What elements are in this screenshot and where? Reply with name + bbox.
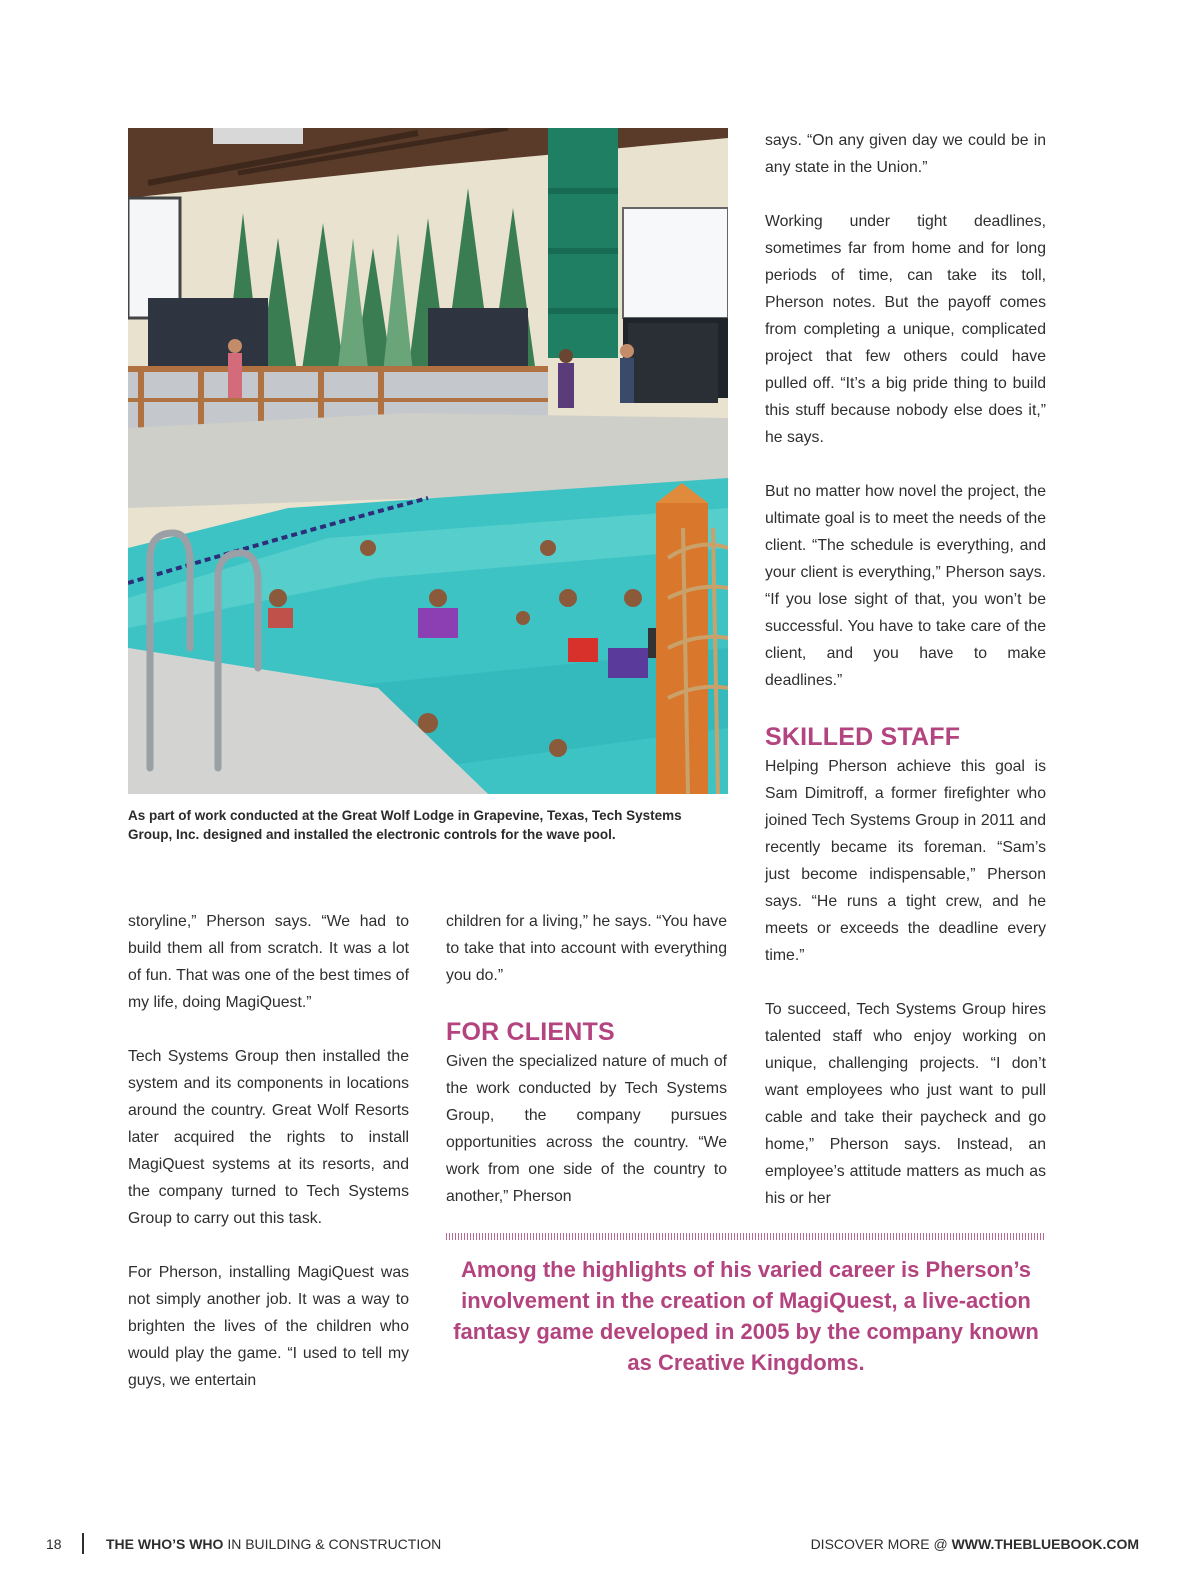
pull-quote: Among the highlights of his varied career is Pherson’s involvement in the creation of MagiQuest, a live-action fantasy game developed in 2005 by the company known as Creative Kingdoms. bbox=[453, 1257, 1039, 1375]
paragraph: To succeed, Tech Systems Group hires talented staff who enjoy working on unique, challenging projects. “I don’t want employees who just want to pull cable and take their paycheck and go home,” Pherson says. Instead, an employee’s attitude matters as much as his or her bbox=[765, 1001, 1046, 1207]
paragraph: Tech Systems Group then installed the system and its components in locations around the country. Great Wolf Resorts later acquired the rights to install MagiQuest systems at its resorts, and the company turned to Tech Systems Group to carry out this task. bbox=[128, 1048, 409, 1227]
discover-prefix: DISCOVER MORE @ bbox=[810, 1536, 952, 1552]
paragraph: says. “On any given day we could be in any state in the Union.” bbox=[765, 132, 1046, 176]
photo-caption: As part of work conducted at the Great Wolf Lodge in Grapevine, Texas, Tech Systems Group, Inc. designed and installed the electronic controls for the wave pool. bbox=[128, 808, 682, 842]
paragraph: Working under tight deadlines, sometimes far from home and for long periods of time, can take its toll, Pherson notes. But the payoff comes from completing a unique, complicated project that few others could have pulled off. “It’s a big pride thing to build this stuff because nobody else does it,” he says. bbox=[765, 213, 1046, 446]
discover-more-link[interactable] bbox=[811, 1536, 1139, 1552]
page-footer bbox=[0, 1530, 1200, 1560]
paragraph: Given the specialized nature of much of the work conducted by Tech Systems Group, the company pursues opportunities across the country. “We work from one side of the country to another,” Pherson bbox=[446, 1053, 727, 1205]
paragraph: storyline,” Pherson says. “We had to build them all from scratch. It was a lot of fun. That was one of the best times of my life, doing MagiQuest.” bbox=[128, 913, 409, 1011]
page-number: 18 bbox=[46, 1536, 62, 1552]
section-heading-skilled-staff: SKILLED STAFF bbox=[765, 723, 961, 751]
footer-divider bbox=[82, 1533, 84, 1554]
paragraph: But no matter how novel the project, the ultimate goal is to meet the needs of the client. “The schedule is everything, and your client is everything,” Pherson says. “If you lose sight of that, you won’t be successful. You have to take care of the client, and you have to make deadlines.” bbox=[765, 483, 1046, 689]
discover-url: WWW.THEBLUEBOOK.COM bbox=[951, 1536, 1139, 1552]
paragraph: Helping Pherson achieve this goal is Sam Dimitroff, a former firefighter who joined Tech Systems Group in 2011 and recently became its foreman. “Sam’s just become indispensable,” Pherson says. “He runs a tight crew, and he meets or exceeds the deadline every time.” bbox=[765, 758, 1046, 964]
pool-photo bbox=[128, 128, 728, 794]
publication-title-rest: IN BUILDING & CONSTRUCTION bbox=[223, 1536, 442, 1552]
pull-quote-divider bbox=[446, 1233, 1046, 1240]
section-heading-for-clients: FOR CLIENTS bbox=[446, 1018, 615, 1046]
publication-title-bold: THE WHO’S WHO bbox=[106, 1536, 224, 1552]
left-column bbox=[128, 908, 409, 1394]
middle-column bbox=[446, 908, 727, 1210]
right-column bbox=[765, 127, 1046, 1212]
publication-title bbox=[106, 1536, 441, 1552]
paragraph: For Pherson, installing MagiQuest was not simply another job. It was a way to brighten the lives of the children who would play the game. “I used to tell my guys, we entertain bbox=[128, 1264, 409, 1389]
paragraph: children for a living,” he says. “You have to take that into account with everything you do.” bbox=[446, 913, 727, 984]
